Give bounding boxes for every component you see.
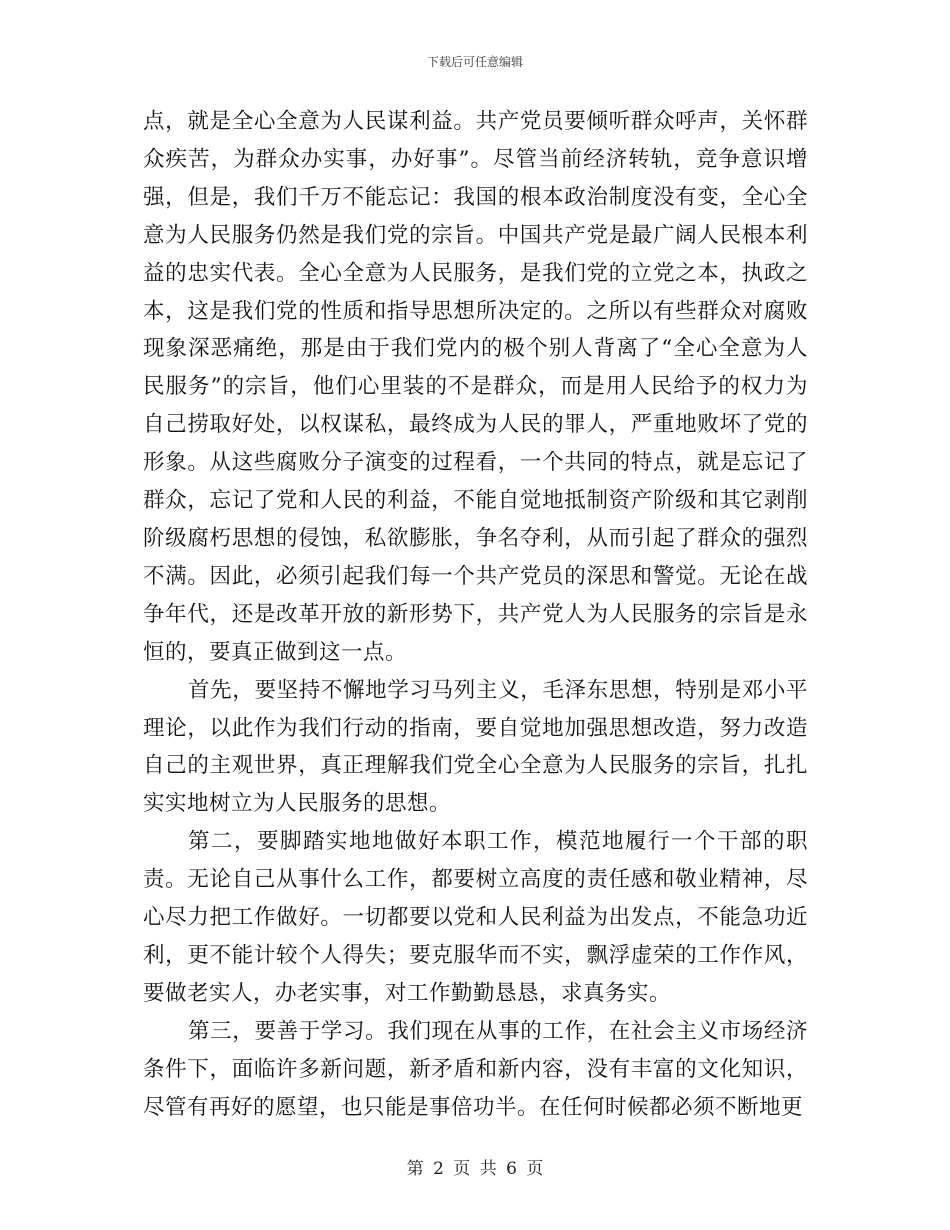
page-number-footer: 第 2 页 共 6 页 bbox=[406, 1159, 544, 1179]
page-header: 下载后可任意编辑 bbox=[426, 55, 523, 69]
document-body bbox=[143, 103, 808, 1126]
paragraph-3: 第二，要脚踏实地地做好本职工作，模范地履行一个干部的职责。无论自己从事什么工作，都要树立高度的责任感和敬业精神，尽心尽力把工作做好。一切都要以党和人民利益为出发点，不能急功近利，更不能计较个人得失；要克服华而不实，飘浮虚荣的工作作风，要做老实人，办老实事，对工作勤勤恳恳，求真务实。 bbox=[143, 829, 808, 1006]
paragraph-1: 点，就是全心全意为人民谋利益。共产党员要倾听群众呼声，关怀群众疾苦，为群众办实事，办好事”。尽管当前经济转轨，竞争意识增强，但是，我们千万不能忘记：我国的根本政治制度没有变，全心全意为人民服务仍然是我们党的宗旨。中国共产党是最广阔人民根本利益的忠实代表。全心全意为人民服务，是我们党的立党之本，执政之本，这是我们党的性质和指导思想所决定的。之所以有些群众对腐败现象深恶痛绝，那是由于我们党内的极个别人背离了“全心全意为人民服务”的宗旨，他们心里装的不是群众，而是用人民给予的权力为自己捞取好处，以权谋私，最终成为人民的罪人，严重地败坏了党的形象。从这些腐败分子演变的过程看，一个共同的特点，就是忘记了群众，忘记了党和人民的利益，不能自觉地抵制资产阶级和其它剥削阶级腐朽思想的侵蚀，私欲膨胀，争名夺利，从而引起了群众的强烈不满。因此，必须引起我们每一个共产党员的深思和警觉。无论在战争年代，还是改革开放的新形势下，共产党人为人民服务的宗旨是永恒的，要真正做到这一点。 bbox=[143, 109, 808, 665]
paragraph-2: 首先，要坚持不懈地学习马列主义，毛泽东思想，特别是邓小平理论，以此作为我们行动的指南，要自觉地加强思想改造，努力改造自己的主观世界，真正理解我们党全心全意为人民服务的宗旨，扎扎实实地树立为人民服务的思想。 bbox=[143, 677, 808, 817]
paragraph-4: 第三，要善于学习。我们现在从事的工作，在社会主义市场经济条件下，面临许多新问题，新矛盾和新内容，没有丰富的文化知识，尽管有再好的愿望，也只能是事倍功半。在任何时候都必须不断地更 bbox=[143, 1018, 808, 1120]
